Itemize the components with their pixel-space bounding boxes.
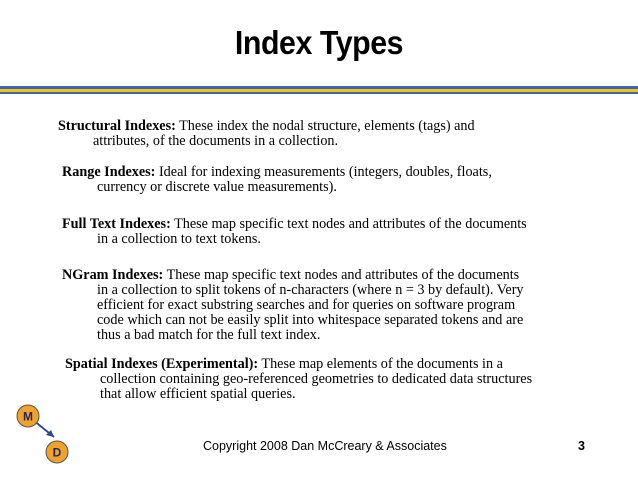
item-term: Structural Indexes: [58, 118, 176, 134]
slide-title: Index Types [234, 24, 404, 61]
item-term: Full Text Indexes: [62, 216, 171, 232]
page-number: 3 [578, 439, 585, 453]
item-text: thus a bad match for the full text index. [97, 327, 321, 343]
item-first-line [58, 119, 598, 134]
item-text: code which can not be easily split into whitespace separated tokens and are [97, 312, 524, 328]
logo-m-letter: M [23, 409, 33, 424]
item-term: Spatial Indexes (Experimental): [65, 356, 259, 372]
item-first-line [62, 217, 602, 232]
item-first-line [62, 268, 602, 283]
item-term: Range Indexes: [62, 164, 156, 180]
item-text: efficient for exact substring searches and for queries on software program [97, 297, 516, 313]
item-text: in a collection to text tokens. [97, 231, 261, 247]
item-first-line [62, 165, 602, 180]
index-type-full-text [62, 217, 602, 247]
item-text: Ideal for indexing measurements (integers, doubles, floats, [158, 164, 492, 180]
item-text: in a collection to split tokens of n-characters (where n = 3 by default). Very [97, 282, 524, 298]
item-text: collection containing geo-referenced geometries to dedicated data structures [100, 371, 533, 387]
title-rule-blue-bottom [0, 92, 638, 94]
index-type-range [62, 165, 602, 195]
index-type-ngram [62, 268, 602, 343]
logo-d-letter: D [52, 445, 62, 460]
item-first-line [65, 357, 605, 372]
item-text: that allow efficient spatial queries. [100, 386, 296, 402]
copyright-text: Copyright 2008 Dan McCreary & Associates [203, 439, 447, 453]
item-text: These map specific text nodes and attributes of the documents [166, 267, 520, 283]
item-text: These index the nodal structure, elements (tags) and [179, 118, 475, 134]
item-term: NGram Indexes: [62, 267, 164, 283]
md-logo [0, 400, 80, 470]
index-type-spatial [65, 357, 605, 402]
index-type-structural [58, 119, 598, 149]
item-text: attributes, of the documents in a collection. [93, 133, 339, 149]
item-text: These map specific text nodes and attributes of the documents [174, 216, 527, 232]
item-text: These map elements of the documents in a [261, 356, 503, 372]
item-text: currency or discrete value measurements). [97, 179, 337, 195]
